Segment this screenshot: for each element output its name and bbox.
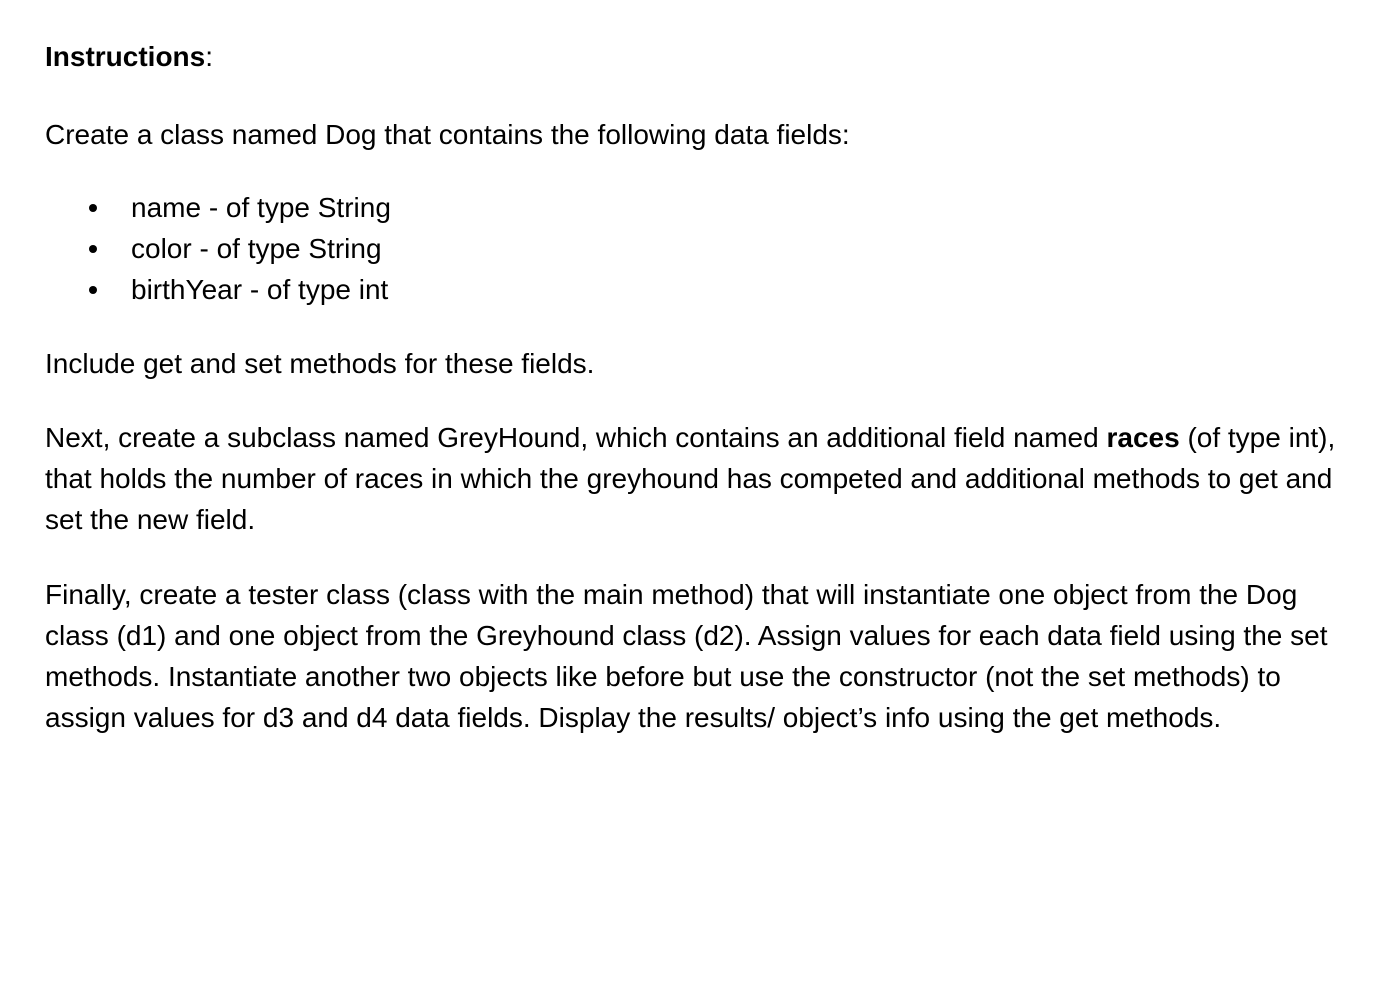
subclass-text-before: Next, create a subclass named GreyHound, which contains an additional field named bbox=[45, 422, 1107, 453]
instructions-heading bbox=[45, 36, 1345, 77]
field-text: color - of type String bbox=[131, 233, 382, 264]
list-item bbox=[45, 269, 1345, 310]
bullet-icon bbox=[89, 245, 97, 253]
bullet-icon bbox=[89, 204, 97, 212]
field-text: birthYear - of type int bbox=[131, 274, 389, 305]
list-item bbox=[45, 187, 1345, 228]
bullet-icon bbox=[89, 286, 97, 294]
subclass-text-after: (of type int), that holds the number of races in which the greyhound has competed and additional methods to get and set the new field. bbox=[45, 422, 1336, 535]
subclass-paragraph bbox=[45, 417, 1345, 540]
instructions-colon: : bbox=[205, 41, 214, 72]
document-body bbox=[45, 36, 1345, 738]
instructions-label: Instructions bbox=[45, 41, 206, 72]
tester-paragraph: Finally, create a tester class (class with the main method) that will instantiate one object from the Dog class (d1) and one object from the Greyhound class (d2). Assign values for each data field using the set methods. Instantiate another two objects like before but use the constructor (not the set methods) to assign values for d3 and d4 data fields. Display the results/ object’s info using the get methods. bbox=[45, 579, 1328, 733]
races-keyword: races bbox=[1106, 422, 1180, 453]
intro-paragraph: Create a class named Dog that contains the following data fields: bbox=[45, 119, 850, 150]
field-list bbox=[45, 187, 1345, 310]
field-text: name - of type String bbox=[131, 192, 391, 223]
list-item bbox=[45, 228, 1345, 269]
include-paragraph: Include get and set methods for these fields. bbox=[45, 348, 595, 379]
